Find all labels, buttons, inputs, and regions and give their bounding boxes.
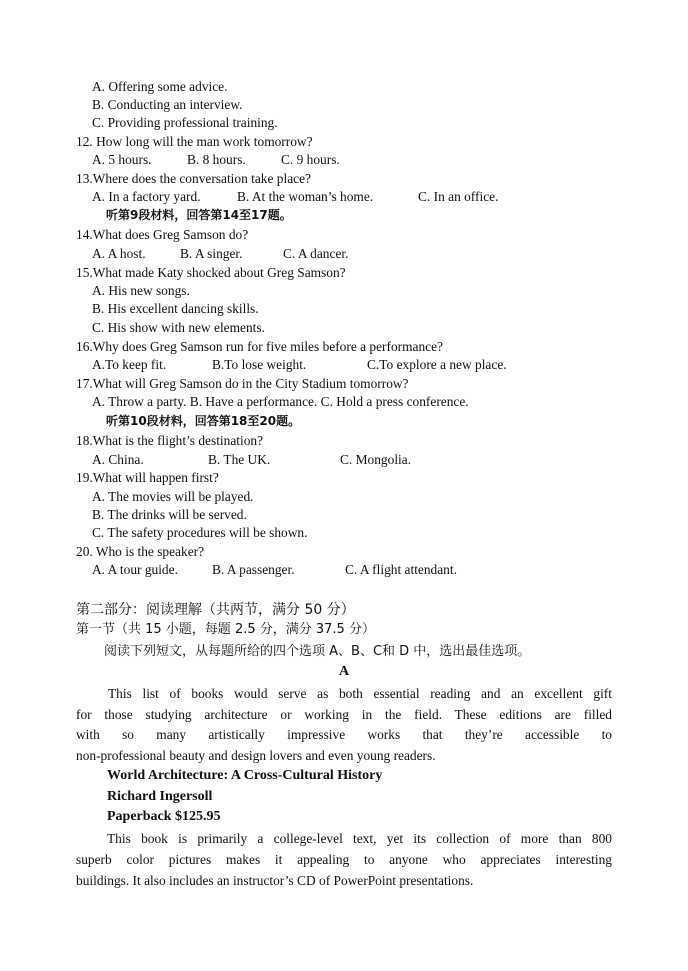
q16-option-c: C.To explore a new place. bbox=[367, 357, 507, 372]
q16-stem: 16.Why does Greg Samson run for five miles before a performance? bbox=[76, 339, 443, 354]
q17-options: A. Throw a party. B. Have a performance. C. Hold a press conference. bbox=[92, 394, 469, 409]
q18-option-c: C. Mongolia. bbox=[340, 452, 412, 467]
q12-option-b: B. 8 hours. bbox=[187, 152, 246, 167]
q16-option-b: B.To lose weight. bbox=[212, 357, 307, 372]
q19-option-b: B. The drinks will be served. bbox=[92, 507, 247, 522]
book-description-line-1: This book is primarily a college-level text, yet its collection of more than 800 bbox=[107, 831, 612, 846]
q17-stem: 17.What will Greg Samson do in the City Stadium tomorrow? bbox=[76, 376, 409, 391]
q14-stem: 14.What does Greg Samson do? bbox=[76, 227, 249, 242]
q11-option-c: C. Providing professional training. bbox=[92, 115, 278, 130]
q18-stem: 18.What is the flight’s destination? bbox=[76, 433, 264, 448]
q18-option-b: B. The UK. bbox=[208, 452, 271, 467]
book-description-line-2: superb color pictures makes it appealing to anyone who appreciates interesting bbox=[76, 852, 612, 867]
q15-stem: 15.What made Katy shocked about Greg Samson? bbox=[76, 265, 346, 280]
q20-option-b: B. A passenger. bbox=[212, 562, 295, 577]
passage-intro-line-4: non-professional beauty and design lovers and even young readers. bbox=[76, 748, 436, 763]
section1-title: 第一节（共 15 小题，每题 2.5 分，满分 37.5 分） bbox=[76, 622, 375, 637]
reading-instruction: 阅读下列短文，从每题所给的四个选项 A、B、C和 D 中，选出最佳选项。 bbox=[104, 644, 531, 659]
q13-option-b: B. At the woman’s home. bbox=[237, 189, 374, 204]
book-price: Paperback $125.95 bbox=[107, 809, 221, 824]
section9-instruction: 听第9段材料，回答第14至17题。 bbox=[106, 208, 292, 222]
q16-option-a: A.To keep fit. bbox=[92, 357, 167, 372]
q14-option-a: A. A host. bbox=[92, 246, 146, 261]
section10-instruction: 听第10段材料，回答第18至20题。 bbox=[106, 414, 301, 428]
q13-stem: 13.Where does the conversation take place? bbox=[76, 171, 311, 186]
passage-letter: A bbox=[338, 664, 350, 679]
q11-option-a: A. Offering some advice. bbox=[92, 79, 228, 94]
passage-intro-line-2: for those studying architecture or working in the field. These editions are filled bbox=[76, 707, 612, 722]
q15-option-b: B. His excellent dancing skills. bbox=[92, 301, 259, 316]
q20-stem: 20. Who is the speaker? bbox=[76, 544, 205, 559]
q15-option-a: A. His new songs. bbox=[92, 283, 190, 298]
q12-stem: 12. How long will the man work tomorrow? bbox=[76, 134, 313, 149]
q13-option-c: C. In an office. bbox=[418, 189, 499, 204]
q19-option-c: C. The safety procedures will be shown. bbox=[92, 525, 308, 540]
q12-option-a: A. 5 hours. bbox=[92, 152, 152, 167]
book-description-line-3: buildings. It also includes an instructor’s CD of PowerPoint presentations. bbox=[76, 873, 474, 888]
q19-stem: 19.What will happen first? bbox=[76, 470, 219, 485]
book-title: World Architecture: A Cross-Cultural History bbox=[107, 768, 383, 783]
q18-option-a: A. China. bbox=[92, 452, 144, 467]
q11-option-b: B. Conducting an interview. bbox=[92, 97, 243, 112]
passage-intro-line-3: with so many artistically impressive works that they’re accessible to bbox=[76, 727, 612, 742]
passage-intro-line-1: This list of books would serve as both essential reading and an excellent gift bbox=[108, 686, 612, 701]
q14-option-c: C. A dancer. bbox=[283, 246, 349, 261]
q15-option-c: C. His show with new elements. bbox=[92, 320, 265, 335]
part2-title: 第二部分：阅读理解（共两节，满分 50 分） bbox=[76, 602, 355, 618]
q20-option-a: A. A tour guide. bbox=[92, 562, 178, 577]
q13-option-a: A. In a factory yard. bbox=[92, 189, 201, 204]
q20-option-c: C. A flight attendant. bbox=[345, 562, 457, 577]
book-author: Richard Ingersoll bbox=[107, 789, 213, 804]
q14-option-b: B. A singer. bbox=[180, 246, 243, 261]
q12-option-c: C. 9 hours. bbox=[281, 152, 340, 167]
q19-option-a: A. The movies will be played. bbox=[92, 489, 254, 504]
